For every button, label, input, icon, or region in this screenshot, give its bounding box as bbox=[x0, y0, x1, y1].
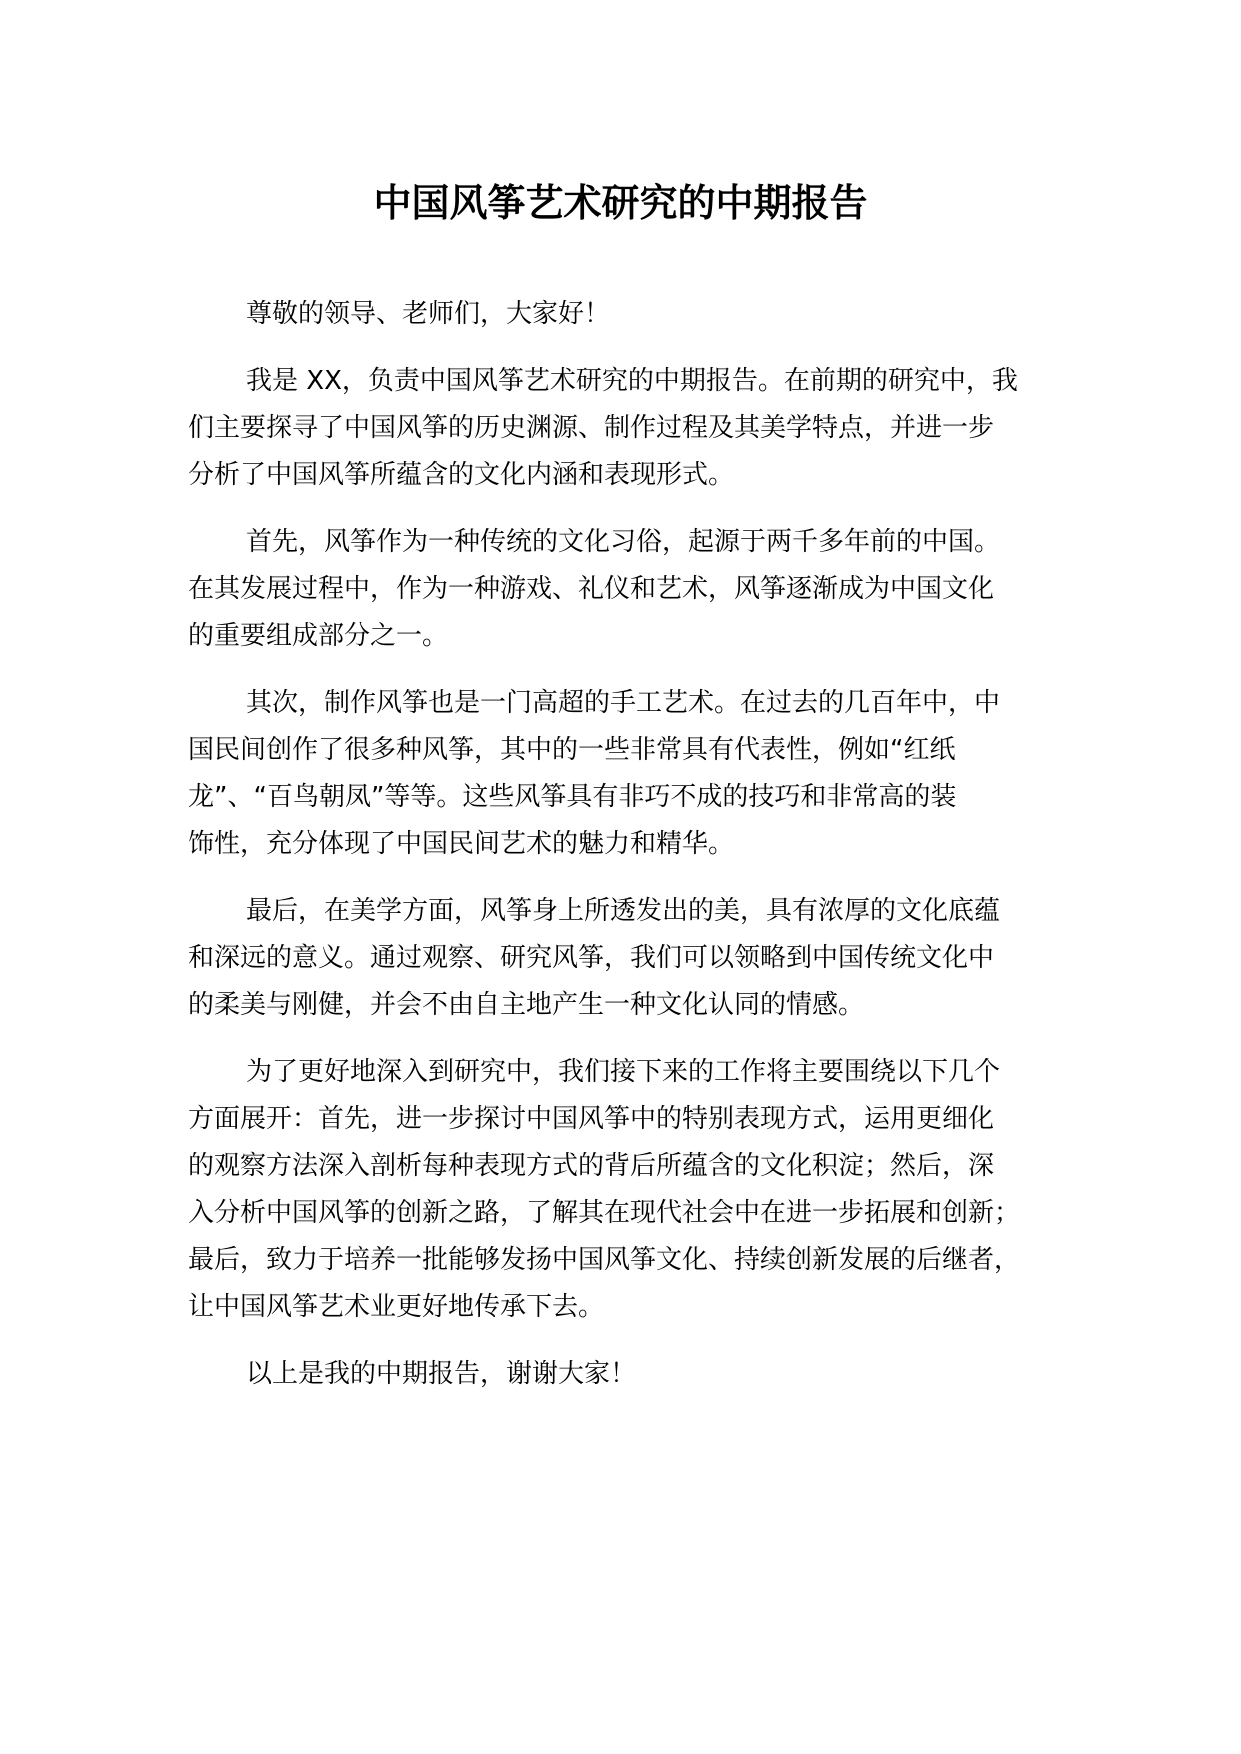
text-line: 最后，致力于培养一批能够发扬中国风筝文化、持续创新发展的后继者， bbox=[188, 1245, 1021, 1275]
text-line: 和深远的意义。通过观察、研究风筝，我们可以领略到中国传统文化中 bbox=[188, 943, 995, 973]
document-title: 中国风筝艺术研究的中期报告 bbox=[373, 181, 868, 225]
text-line: 的重要组成部分之一。 bbox=[188, 621, 449, 651]
text-line: 让中国风筝艺术业更好地传承下去。 bbox=[188, 1292, 605, 1322]
text-line: 龙”、“百鸟朝凤”等等。这些风筝具有非巧不成的技巧和非常高的装 bbox=[188, 782, 957, 812]
paragraph-greeting bbox=[188, 291, 1088, 338]
text-line: 为了更好地深入到研究中，我们接下来的工作将主要围绕以下几个 bbox=[246, 1057, 1001, 1087]
text-line: 的柔美与刚健，并会不由自主地产生一种文化认同的情感。 bbox=[188, 990, 865, 1020]
text-line: 最后，在美学方面，风筝身上所透发出的美，具有浓厚的文化底蕴 bbox=[246, 896, 1001, 926]
text-line: 们主要探寻了中国风筝的历史渊源、制作过程及其美学特点，并进一步 bbox=[188, 413, 995, 443]
text-line: 分析了中国风筝所蕴含的文化内涵和表现形式。 bbox=[188, 460, 735, 490]
text-line: 饰性，充分体现了中国民间艺术的魅力和精华。 bbox=[188, 829, 735, 859]
text-line: 尊敬的领导、老师们，大家好！ bbox=[246, 299, 611, 329]
text-line: 的观察方法深入剖析每种表现方式的背后所蕴含的文化积淀；然后，深 bbox=[188, 1151, 995, 1181]
paragraph-aesthetics bbox=[188, 888, 1088, 1029]
text-line: 其次，制作风筝也是一门高超的手工艺术。在过去的几百年中，中 bbox=[246, 688, 1001, 718]
text-line: 入分析中国风筝的创新之路，了解其在现代社会中在进一步拓展和创新； bbox=[188, 1198, 1021, 1228]
text-line: 以上是我的中期报告，谢谢大家！ bbox=[246, 1359, 637, 1389]
paragraph-closing bbox=[188, 1351, 1088, 1398]
text-line: 在其发展过程中，作为一种游戏、礼仪和艺术，风筝逐渐成为中国文化 bbox=[188, 574, 995, 604]
text-line: 首先，风筝作为一种传统的文化习俗，起源于两千多年前的中国。 bbox=[246, 527, 1001, 557]
paragraph-next-steps bbox=[188, 1049, 1088, 1331]
text-line: 方面展开：首先，进一步探讨中国风筝中的特别表现方式，运用更细化 bbox=[188, 1104, 995, 1134]
paragraph-craft bbox=[188, 680, 1088, 868]
paragraph-origin bbox=[188, 519, 1088, 660]
text-line: 我是 XX，负责中国风筝艺术研究的中期报告。在前期的研究中，我 bbox=[246, 366, 1018, 396]
paragraph-introduction bbox=[188, 358, 1088, 499]
text-line: 国民间创作了很多种风筝，其中的一些非常具有代表性，例如“红纸 bbox=[188, 735, 956, 765]
document-body bbox=[188, 291, 1088, 1418]
